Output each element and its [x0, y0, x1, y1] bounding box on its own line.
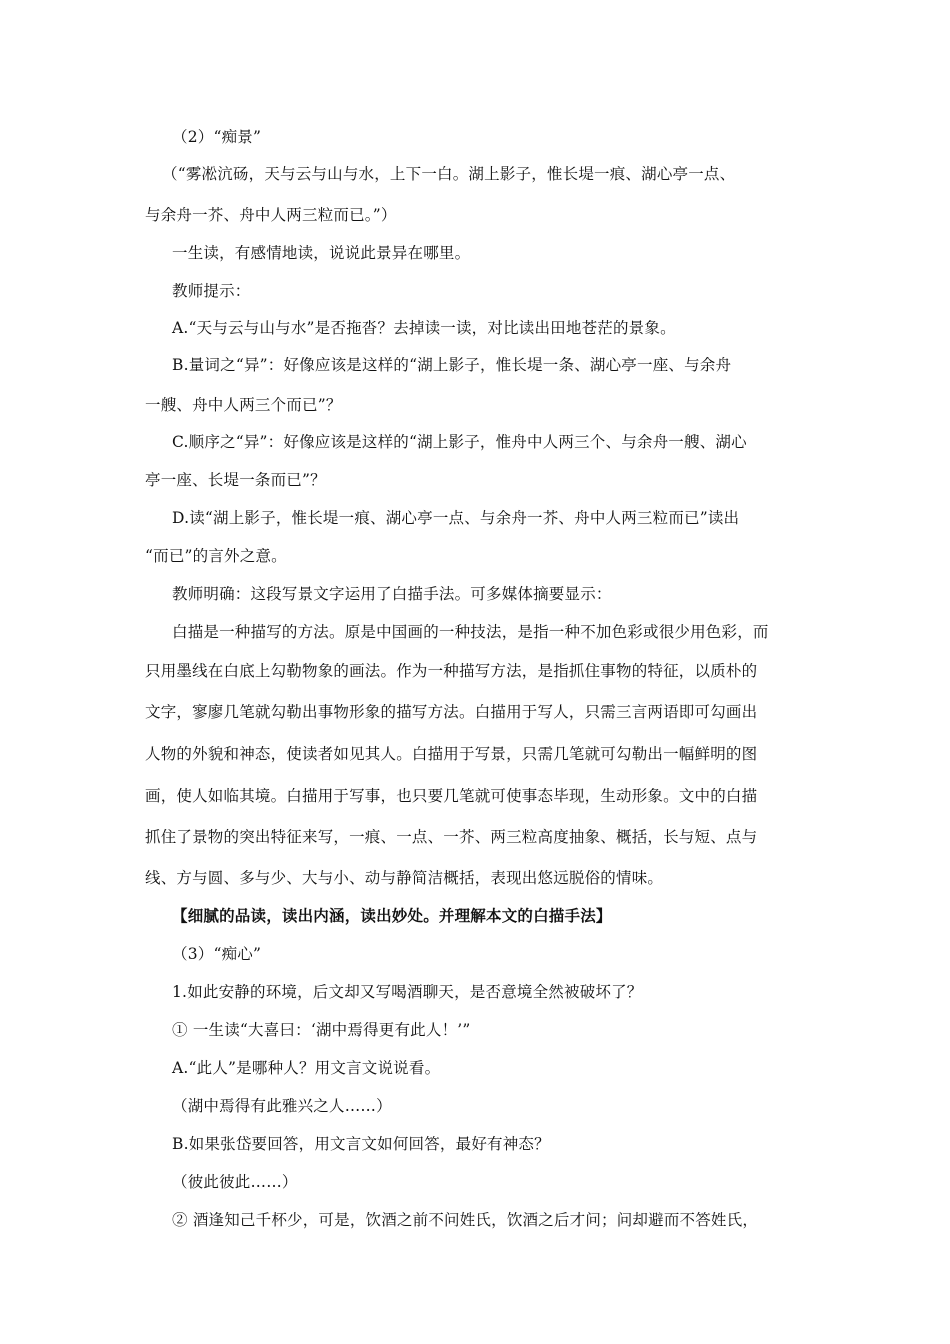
- paragraph-line: 文字，寥廖几笔就勾勒出事物形象的描写方法。白描用于写人，只需三言两语即可勾画出: [145, 703, 758, 721]
- answer-line: （彼此彼此……）: [172, 1173, 298, 1191]
- section-heading-chi-jing: （2）“痴景”: [172, 128, 262, 146]
- list-item-a: A.“此人”是哪种人？用文言文说说看。: [172, 1059, 441, 1077]
- quote-line: 与余舟一芥、舟中人两三粒而已。”）: [145, 206, 397, 224]
- list-item-b: B.如果张岱要回答，用文言文如何回答，最好有神态？: [172, 1135, 550, 1153]
- paragraph-line: 教师提示：: [172, 282, 251, 300]
- list-item-a: A.“天与云与山与水”是否拖沓？去掉读一读，对比读出田地苍茫的景象。: [172, 319, 676, 337]
- list-item-b-cont: 一艘、舟中人两三个而已”？: [145, 396, 342, 414]
- quote-line: （“雾凇沆砀，天与云与山与水，上下一白。湖上影子，惟长堤一痕、湖心亭一点、: [162, 165, 736, 183]
- section-heading-chi-xin: （3）“痴心”: [172, 945, 262, 963]
- list-item-b: B.量词之“异”：好像应该是这样的“湖上影子，惟长堤一条、湖心亭一座、与余舟: [172, 356, 732, 374]
- summary-heading: 【细腻的品读，读出内涵，读出妙处。并理解本文的白描手法】: [172, 906, 612, 925]
- paragraph-line: 抓住了景物的突出特征来写，一痕、一点、一芥、两三粒高度抽象、概括，长与短、点与: [145, 828, 758, 846]
- paragraph-line: 线、方与圆、多与少、大与小、动与静简洁概括，表现出悠远脱俗的情味。: [145, 869, 664, 887]
- list-item-d: D.读“湖上影子，惟长堤一痕、湖心亭一点、与余舟一芥、舟中人两三粒而已”读出: [172, 509, 740, 527]
- paragraph-line: 只用墨线在白底上勾勒物象的画法。作为一种描写方法，是指抓住事物的特征，以质朴的: [145, 662, 758, 680]
- list-item-circled-1: ① 一生读“大喜曰：‘湖中焉得更有此人！’”: [172, 1021, 471, 1039]
- list-item-c: C.顺序之“异”：好像应该是这样的“湖上影子，惟舟中人两三个、与余舟一艘、湖心: [172, 433, 747, 451]
- list-item-c-cont: 亭一座、长堤一条而已”？: [145, 471, 326, 489]
- list-item-d-cont: “而已”的言外之意。: [145, 547, 287, 565]
- paragraph-line: 白描是一种描写的方法。原是中国画的一种技法，是指一种不加色彩或很少用色彩，而: [172, 623, 769, 641]
- question-line: 1.如此安静的环境，后文却又写喝酒聊天，是否意境全然被破坏了？: [172, 983, 643, 1001]
- list-item-circled-2: ② 酒逢知己千杯少，可是，饮酒之前不问姓氏，饮酒之后才问；问却避而不答姓氏，: [172, 1211, 759, 1229]
- paragraph-line: 一生读，有感情地读，说说此景异在哪里。: [172, 244, 471, 262]
- paragraph-line: 教师明确：这段写景文字运用了白描手法。可多媒体摘要显示：: [172, 585, 612, 603]
- answer-line: （湖中焉得有此雅兴之人……）: [172, 1097, 392, 1115]
- paragraph-line: 人物的外貌和神态，使读者如见其人。白描用于写景，只需几笔就可勾勒出一幅鲜明的图: [145, 745, 758, 763]
- paragraph-line: 画，使人如临其境。白描用于写事，也只要几笔就可使事态毕现，生动形象。文中的白描: [145, 787, 758, 805]
